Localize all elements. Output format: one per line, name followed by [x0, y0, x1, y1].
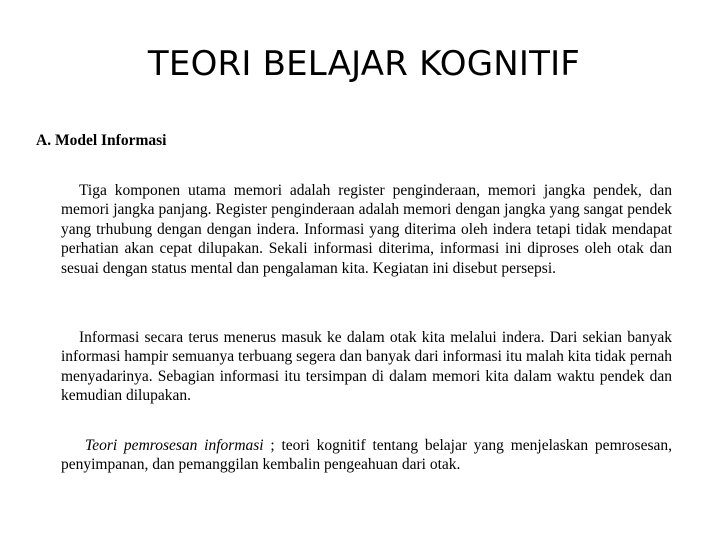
paragraph-text: Tiga komponen utama memori adalah register penginderaan, memori jangka pendek, dan memori jangka panjang. Register penginderaan adalah memori dengan jangka yang sangat pendek yang trhubung dengan dengan indera. Informasi yang diterima oleh indera tetapi tidak mendapat perhatian akan cepat dilupakan. Sekali informasi diterima, informasi ini diproses oleh otak dan sesuai dengan status mental dan pengalaman kita. Kegiatan ini disebut persepsi. — [61, 182, 672, 277]
definition-text: ; teori kognitif tentang belajar yang menjelaskan pemrosesan, penyimpanan, dan pemanggilan kembalin pengeahuan dari otak. — [61, 437, 672, 474]
paragraph-sensory-memory — [61, 181, 672, 278]
paragraph-text: Informasi secara terus menerus masuk ke dalam otak kita melalui indera. Dari sekian banyak informasi hampir semuanya terbuang segera dan banyak dari informasi itu malah kita tidak pernah menyadarinya. Sebagian informasi itu tersimpan di dalam memori kita dalam waktu pendek dan kemudian dilupakan. — [61, 329, 672, 405]
slide-title: TEORI BELAJAR KOGNITIF — [147, 44, 581, 84]
paragraph-definition — [61, 436, 672, 475]
definition-term: Teori pemrosesan informasi — [85, 437, 264, 454]
section-heading: A. Model Informasi — [36, 132, 167, 149]
paragraph-information-flow — [61, 328, 672, 406]
